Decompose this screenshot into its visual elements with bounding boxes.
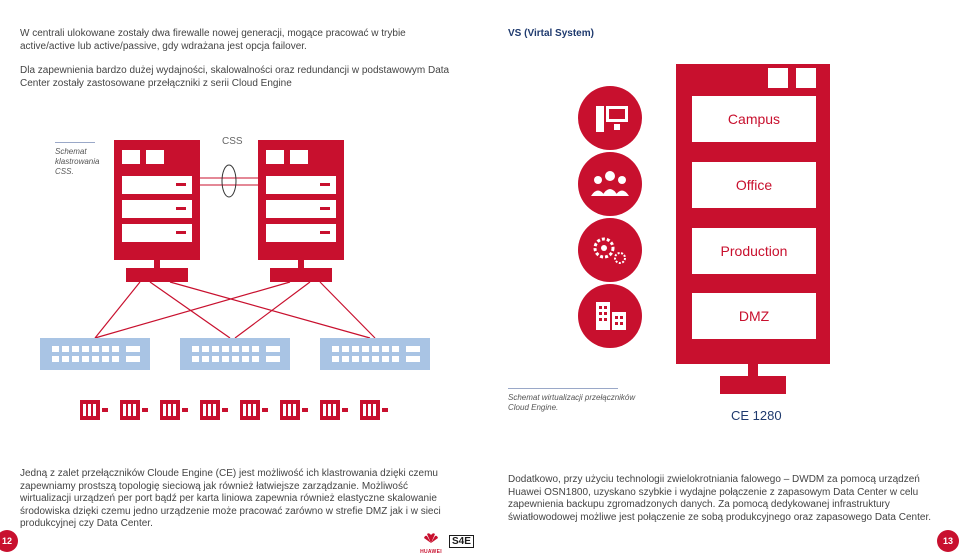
edge-devices <box>80 400 388 420</box>
huawei-wordmark: HUAWEI <box>420 549 442 555</box>
huawei-logo <box>420 531 442 553</box>
ce-benefits-paragraph: Jedną z zalet przełączników Cloude Engine (CE) jest możliwość ich klastrowania dzięki czemu zapewniamy prostszą topologię sieciową jak również łatwiejsze zarządzanie. Możliwość wirtualizacji urządzeń per port bądź per karta liniowa zapewnia również elastyczne skalowanie środowiska dzięki czemu jedno urządzenie może pracować zarówno w strefie DMZ jak i w sieci produkcyjnej czy Data Center. <box>20 468 441 529</box>
css-cluster-diagram <box>30 130 460 430</box>
computer-icon <box>578 86 642 150</box>
vs-label-campus: Campus <box>692 96 816 142</box>
switch-3 <box>320 338 430 370</box>
people-icon <box>578 152 642 216</box>
s4e-logo: S4E <box>449 535 474 548</box>
vs-label-dmz: DMZ <box>692 293 816 339</box>
huawei-flower-icon <box>424 532 438 544</box>
switch-2 <box>180 338 290 370</box>
intro-paragraph: W centrali ulokowane zostały dwa firewalle nowej generacji, mogące pracować w trybie active/active lub active/passive, gdy wdrażana jest opcja failover. <box>20 28 406 52</box>
vs-label-office: Office <box>692 162 816 208</box>
building-icon <box>578 284 642 348</box>
page-number-left: 12 <box>0 530 18 552</box>
server-right <box>258 140 344 282</box>
vs-label-production: Production <box>692 228 816 274</box>
css-caption: Schemat klastrowania CSS. <box>55 147 100 176</box>
vs-caption: Schemat wirtualizacji przełączników Cloud Engine. <box>508 393 636 412</box>
server-left <box>114 140 200 282</box>
vs-title: VS (Virtal System) <box>508 28 594 39</box>
vs-caption-divider <box>508 388 618 389</box>
zone-icons <box>578 86 648 376</box>
dwdm-paragraph: Dodatkowo, przy użyciu technologii zwielokrotniania falowego – DWDM za pomocą urządzeń Huawei OSN1800, uzyskano szybkie i wydajne połączenie z zapasowym Data Center w celu zapewnienia backupu zgromadzonych danych. Za pomocą dedykowanej infrastruktury światłowodowej możliwe jest połączenie ze sobą produkcyjnego oraz zapasowego Data Center. <box>508 474 932 523</box>
switch-1 <box>40 338 150 370</box>
gears-icon <box>578 218 642 282</box>
css-label: CSS <box>222 136 243 147</box>
page-number-right: 13 <box>937 530 959 552</box>
ce1280-label: CE 1280 <box>731 408 782 423</box>
switches-paragraph: Dla zapewnienia bardzo dużej wydajności, skalowalności oraz redundancji w podstawowym Data Center zostały zastosowane przełączniki z serii Cloud Engine <box>20 65 450 89</box>
